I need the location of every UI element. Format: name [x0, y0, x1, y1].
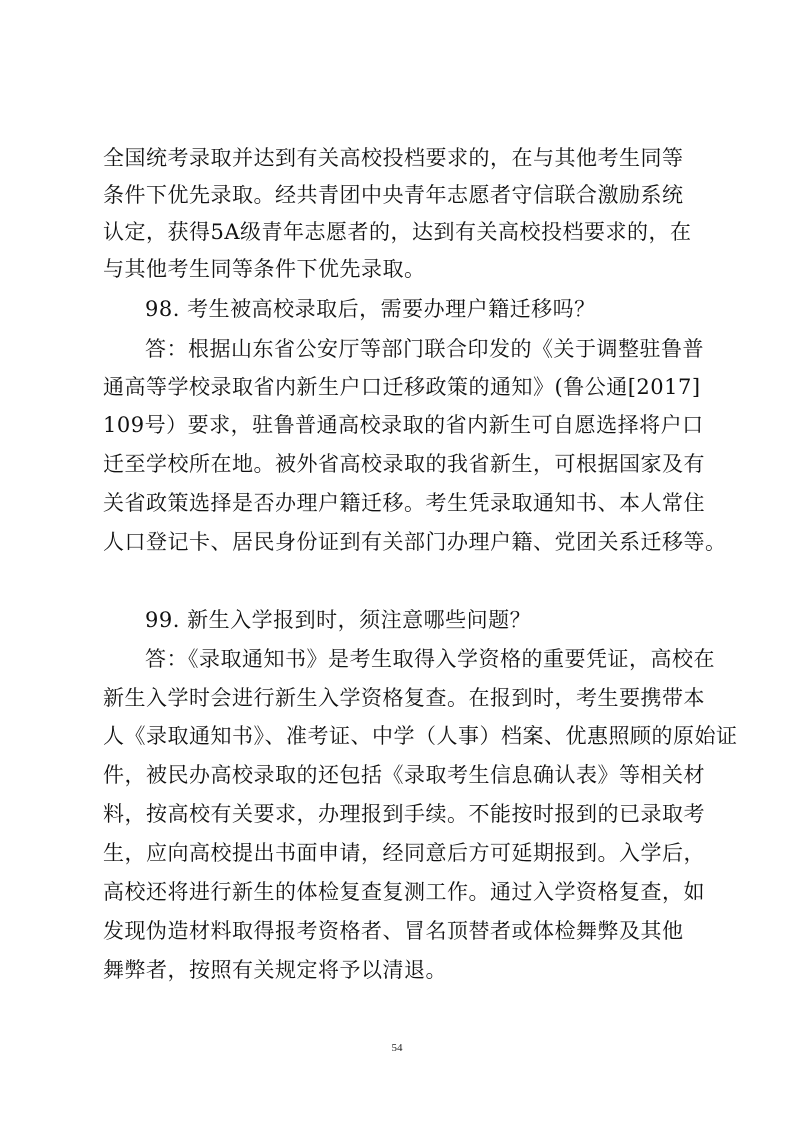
answer-98-line: 通高等学校录取省内新生户口迁移政策的通知》(鲁公通[2017]: [103, 375, 701, 399]
answer-99-line: 高校还将进行新生的体检复查复测工作。通过入学资格复查，如: [103, 880, 705, 904]
question-98-heading: 98. 考生被高校录取后，需要办理户籍迁移吗？: [145, 297, 596, 321]
answer-98-line: 109号）要求，驻鲁普通高校录取的省内新生可自愿选择将户口: [103, 413, 704, 437]
answer-99-line: 舞弊者，按照有关规定将予以清退。: [103, 958, 447, 982]
paragraph-line: 条件下优先录取。经共青团中央青年志愿者守信联合激励系统: [103, 183, 684, 207]
answer-98-line: 关省政策选择是否办理户籍迁移。考生凭录取通知书、本人常住: [103, 491, 705, 515]
answer-99-line: 生，应向高校提出书面申请，经同意后方可延期报到。入学后，: [103, 841, 705, 865]
answer-99-line: 人《录取通知书》、准考证、中学（人事）档案、优惠照顾的原始证: [103, 724, 738, 748]
answer-98-line: 人口登记卡、居民身份证到有关部门办理户籍、党团关系迁移等。: [103, 530, 727, 554]
paragraph-line: 与其他考生同等条件下优先录取。: [103, 257, 426, 281]
paragraph-line: 认定，获得5A级青年志愿者的，达到有关高校投档要求的，在: [103, 220, 692, 244]
answer-99-line: 发现伪造材料取得报考资格者、冒名顶替者或体检舞弊及其他: [103, 919, 684, 943]
answer-98-line: 答：根据山东省公安厅等部门联合印发的《关于调整驻鲁普: [145, 337, 704, 361]
answer-99-line: 答：《录取通知书》是考生取得入学资格的重要凭证，高校在: [145, 647, 715, 671]
page-number: 54: [391, 1042, 403, 1054]
answer-98-line: 迁至学校所在地。被外省高校录取的我省新生，可根据国家及有: [103, 452, 705, 476]
answer-99-line: 新生入学时会进行新生入学资格复查。在报到时，考生要携带本: [103, 686, 705, 710]
answer-99-line: 料，按高校有关要求，办理报到手续。不能按时报到的已录取考: [103, 802, 705, 826]
question-99-heading: 99. 新生入学报到时，须注意哪些问题？: [145, 608, 532, 632]
paragraph-line: 全国统考录取并达到有关高校投档要求的，在与其他考生同等: [103, 146, 684, 170]
answer-99-line: 件，被民办高校录取的还包括《录取考生信息确认表》等相关材: [103, 763, 705, 787]
